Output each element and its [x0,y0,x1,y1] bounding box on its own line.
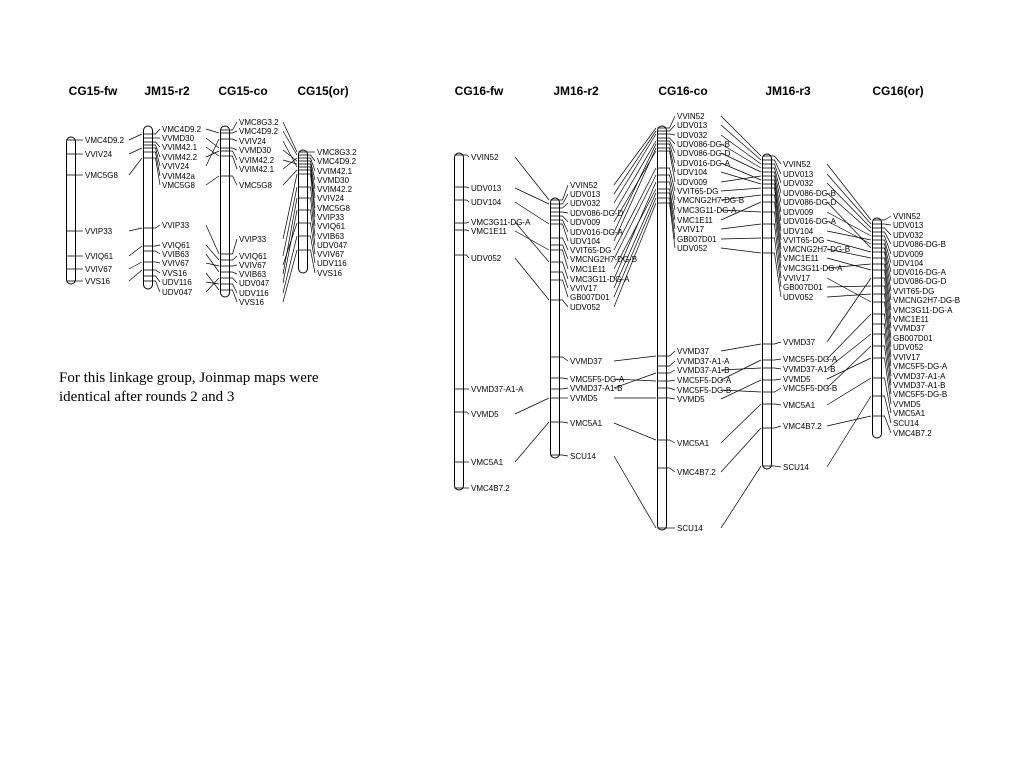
chromosome-bar [658,126,667,530]
marker-label: UDV016-DG-A [893,268,946,277]
marker-label: UDV086-DG-B [783,189,836,198]
marker-leader-line [560,455,569,456]
marker-label: VVIV24 [162,162,190,171]
marker-leader-line [560,280,569,297]
marker-leader-line [772,342,782,344]
marker-label: VVIP33 [239,235,267,244]
marker-leader-line [772,388,782,392]
marker-label: VVIB63 [239,270,267,279]
marker-label: VMC5F5-DG-A [677,376,732,385]
marker-leader-line [153,245,161,246]
marker-label: VMCNG2H7-DG-B [783,245,851,254]
marker-label: UDV086-DG-B [893,240,946,249]
marker-label: UDV104 [783,227,814,236]
marker-label: VVMD5 [783,375,811,384]
chromosome-bar [763,154,772,469]
marker-label: VVMD37-A1-B [893,381,946,390]
chromosome-bar [873,218,882,438]
marker-connector [614,193,656,288]
marker-leader-line [772,379,782,380]
marker-leader-line [230,256,238,260]
marker-label: VVMD37-A1-B [677,366,730,375]
marker-label: UDV052 [677,244,708,253]
marker-label: UDV032 [570,199,601,208]
marker-label: VVIP33 [162,221,190,230]
marker-label: VVIV67 [85,265,113,274]
marker-label: VVIM42.2 [317,185,353,194]
marker-label: UDV009 [783,208,814,217]
marker-label: VVIM42.1 [317,167,353,176]
marker-leader-line [772,368,782,369]
marker-leader-line [230,272,238,274]
marker-label: VMC5G8 [239,181,272,190]
marker-connector [206,176,219,185]
marker-label: VVIV24 [239,137,267,146]
marker-label: VMC3G11-DG-A [471,218,531,227]
marker-connector [721,224,761,229]
marker-label: GB007D01 [783,283,823,292]
marker-connector [129,158,142,175]
marker-leader-line [667,440,676,443]
marker-connector [614,356,656,361]
marker-connector [129,134,142,140]
marker-label: VVMD30 [162,134,195,143]
map-title: CG16-co [658,84,708,98]
marker-connector [827,416,871,426]
marker-label: VVIN52 [783,160,811,169]
marker-label: UDV116 [239,289,269,298]
marker-label: UDV086-DG-D [677,149,731,158]
marker-label: VMC1E11 [471,227,507,236]
map-title: CG16(or) [872,84,924,98]
marker-label: VVS16 [162,269,187,278]
marker-label: VVIM42.1 [162,143,198,152]
marker-connector [721,238,761,239]
marker-label: VVIV67 [162,259,190,268]
marker-label: GB007D01 [893,334,933,343]
marker-leader-line [882,216,892,220]
marker-label: UDV016-DG-A [783,217,836,226]
marker-label: UDV047 [239,279,270,288]
marker-label: UDV086-DG-D [783,198,837,207]
marker-leader-line [464,230,470,231]
marker-leader-line [464,412,470,414]
marker-label: VMC3G11-DG-A [783,264,843,273]
marker-leader-line [772,466,782,467]
marker-connector [515,188,549,204]
marker-label: VVIV24 [85,150,113,159]
marker-label: VMCNG2H7-DG-B [677,196,745,205]
marker-connector [721,163,761,180]
marker-leader-line [153,129,161,134]
marker-connector [515,222,549,262]
marker-label: VMCNG2H7-DG-B [893,296,961,305]
caption-text: For this linkage group, Joinmap maps were identical after rounds 2 and 3 [59,370,319,405]
marker-label: VMCNG2H7-DG-B [570,255,638,264]
marker-label: VVIM42.2 [162,153,198,162]
marker-label: UDV013 [677,121,708,130]
marker-label: VVIN52 [677,112,705,121]
marker-label: VVIT65-DG [570,246,612,255]
marker-label: VMC4B7.2 [677,468,716,477]
marker-leader-line [153,225,161,228]
marker-leader-line [230,122,238,130]
marker-connector [515,157,549,200]
marker-label: VVMD37 [893,324,926,333]
marker-label: VVMD5 [471,410,499,419]
marker-label: VVIQ61 [162,241,191,250]
marker-label: VMC4D9.2 [239,127,279,136]
marker-label: VVMD37-A1-B [570,384,623,393]
marker-connector [827,396,871,467]
marker-leader-line [560,378,569,379]
marker-leader-line [560,388,569,389]
marker-leader-line [153,281,161,292]
marker-label: UDV032 [893,231,924,240]
marker-label: VMC5F5-DG-B [893,390,948,399]
marker-connector [721,466,761,528]
marker-label: UDV047 [317,241,348,250]
marker-leader-line [153,251,161,254]
marker-connector [129,246,142,256]
marker-label: UDV009 [677,178,708,187]
marker-label: VVMD37 [677,347,710,356]
marker-connector [206,245,219,260]
marker-leader-line [560,194,569,204]
marker-label: VVIP33 [85,227,113,236]
marker-connector [515,398,549,414]
marker-leader-line [560,185,569,200]
marker-label: VVIM42.1 [239,165,275,174]
marker-label: VMC5G8 [317,204,350,213]
marker-label: VVIN52 [471,153,499,162]
chromosome-bar [455,153,464,490]
marker-label: VVIV67 [317,250,345,259]
marker-leader-line [464,255,470,258]
marker-connector [515,422,549,462]
marker-leader-line [230,239,238,254]
marker-label: UDV013 [893,221,924,230]
marker-leader-line [667,468,676,472]
marker-label: UDV013 [783,170,814,179]
marker-label: VVIB63 [317,232,345,241]
marker-label: VVMD5 [893,400,921,409]
chromosome-bar [144,126,153,289]
marker-connector [721,344,761,351]
marker-label: VMC1E11 [570,265,606,274]
marker-label: VVMD37-A1-B [783,365,836,374]
marker-label: VMC1E11 [783,254,819,263]
marker-label: VMC5F5-DG-A [893,362,948,371]
marker-connector [721,404,761,443]
marker-connector [614,134,656,203]
marker-label: GB007D01 [570,293,610,302]
marker-label: UDV032 [783,179,814,188]
marker-leader-line [667,361,676,366]
marker-leader-line [667,398,676,399]
marker-connector [827,294,871,297]
marker-leader-line [153,270,161,273]
marker-label: UDV052 [570,303,601,312]
marker-label: VMC1E11 [677,216,713,225]
marker-connector [614,423,656,440]
marker-label: VVMD30 [317,176,350,185]
marker-label: VVS16 [239,298,264,307]
marker-label: VMC5F5-DG-B [783,384,838,393]
marker-label: VVIN52 [893,212,921,221]
marker-label: VMC5F5-DG-A [783,355,838,364]
marker-connector [206,129,219,133]
marker-label: VMC3G11-DG-A [677,206,737,215]
marker-leader-line [560,220,569,232]
marker-label: SCU14 [677,524,703,533]
marker-leader-line [230,290,238,302]
marker-leader-line [560,216,569,222]
marker-connector [283,198,297,274]
map-title: CG15(or) [297,84,349,98]
marker-label: VMC1E11 [893,315,929,324]
marker-leader-line [772,404,782,405]
marker-label: VVMD37 [783,338,816,347]
marker-label: VVIV24 [317,194,345,203]
marker-connector [206,278,219,292]
marker-label: SCU14 [893,419,919,428]
marker-label: VMC5F5-DG-A [570,375,625,384]
marker-leader-line [667,351,676,356]
marker-label: VVS16 [85,277,110,286]
marker-connector [827,278,871,342]
marker-label: UDV086-DG-D [570,209,624,218]
marker-label: VVIP33 [317,213,345,222]
map-title: JM15-r2 [144,84,190,98]
marker-label: UDV052 [471,254,502,263]
marker-label: VVIV17 [893,353,921,362]
marker-label: UDV052 [783,293,814,302]
marker-leader-line [308,250,316,273]
marker-connector [515,258,549,300]
chromosome-bar [551,198,560,458]
marker-label: VMC8G3.2 [317,148,357,157]
marker-leader-line [667,380,676,381]
marker-leader-line [882,224,892,225]
marker-connector [129,148,142,154]
marker-label: VVIT65-DG [677,187,719,196]
marker-label: GB007D01 [677,235,717,244]
marker-connector [129,270,142,281]
map-title: JM16-r2 [553,84,599,98]
marker-connector [721,428,761,472]
marker-connector [206,147,219,156]
marker-label: UDV016-DG-A [677,159,730,168]
marker-leader-line [882,228,892,235]
marker-label: VMC5A1 [783,401,816,410]
marker-label: VVS16 [317,269,342,278]
marker-label: UDV016-DG-A [570,228,623,237]
marker-leader-line [464,200,470,202]
marker-connector [721,172,761,184]
marker-leader-line [153,262,161,263]
marker-label: VVIQ61 [239,252,268,261]
marker-label: UDV104 [471,198,502,207]
marker-label: UDV013 [570,190,601,199]
marker-label: VMC5F5-DG-B [677,386,732,395]
marker-label: VVIT65-DG [893,287,935,296]
marker-connector [827,286,871,287]
marker-label: VVIQ61 [317,222,346,231]
marker-connector [206,225,219,254]
marker-leader-line [464,155,470,157]
marker-leader-line [560,357,569,361]
marker-label: VVIT65-DG [783,236,825,245]
marker-leader-line [667,370,676,373]
marker-leader-line [230,131,238,133]
marker-label: VMC4B7.2 [471,484,510,493]
marker-leader-line [560,224,569,241]
marker-connector [129,262,142,269]
chromosome-bar [221,126,230,297]
marker-leader-line [772,359,782,360]
marker-label: VVMD5 [570,394,598,403]
marker-label: VVIV17 [783,274,811,283]
marker-label: VVMD37 [570,357,603,366]
marker-leader-line [308,236,316,263]
marker-leader-line [230,139,238,141]
marker-label: VMC5A1 [570,419,603,428]
marker-label: VVIV17 [570,284,598,293]
marker-leader-line [230,176,238,185]
marker-label: VVMD30 [239,146,272,155]
marker-connector [129,228,142,231]
marker-label: UDV013 [471,184,502,193]
marker-label: VVIB63 [162,250,190,259]
map-title: CG15-co [218,84,268,98]
marker-label: UDV086-DG-D [893,277,947,286]
marker-connector [721,248,761,253]
marker-leader-line [464,187,470,188]
marker-connector [206,254,219,272]
marker-label: VMC8G3.2 [239,118,279,127]
marker-label: VVIV67 [239,261,267,270]
marker-connector [206,273,219,290]
chromosome-bar [67,137,76,284]
marker-leader-line [464,222,470,223]
marker-label: VMC5G8 [162,181,195,190]
marker-leader-line [882,396,892,423]
marker-label: UDV104 [677,168,708,177]
marker-label: VVMD5 [677,395,705,404]
marker-label: UDV052 [893,343,924,352]
marker-label: VMC5A1 [893,409,926,418]
marker-label: SCU14 [783,463,809,472]
marker-leader-line [560,300,569,307]
marker-label: UDV086-DG-B [677,140,730,149]
marker-label: VMC4D9.2 [85,136,125,145]
marker-label: UDV116 [317,259,347,268]
marker-label: UDV032 [677,131,708,140]
marker-connector [721,176,761,182]
marker-label: VMC5A1 [471,458,504,467]
marker-leader-line [230,278,238,283]
marker-label: UDV009 [570,218,601,227]
marker-label: SCU14 [570,452,596,461]
marker-leader-line [667,388,676,390]
marker-label: VVIN52 [570,181,598,190]
map-title: CG16-fw [454,84,504,98]
marker-connector [721,188,761,191]
marker-label: UDV009 [893,250,924,259]
marker-label: VVIV17 [677,225,705,234]
marker-label: VMC4D9.2 [317,157,357,166]
marker-leader-line [667,134,676,135]
chromosome-bar [299,150,308,273]
marker-label: UDV104 [893,259,924,268]
marker-connector [283,122,297,152]
marker-leader-line [230,148,238,150]
marker-label: VVIQ61 [85,252,114,261]
marker-leader-line [772,426,782,428]
marker-label: VVMD37-A1-A [471,385,524,394]
marker-leader-line [560,422,569,423]
marker-label: VMC3G11-DG-A [570,275,630,284]
marker-leader-line [230,265,238,266]
marker-label: VMC5G8 [85,171,118,180]
marker-leader-line [560,212,569,213]
marker-connector [827,334,871,369]
marker-label: VMC4B7.2 [893,429,932,438]
marker-label: VMC5A1 [677,439,710,448]
marker-label: VVMD37-A1-A [677,357,730,366]
marker-connector [206,282,219,284]
marker-label: UDV047 [162,288,193,297]
marker-label: VVMD37-A1-A [893,372,946,381]
marker-label: UDV116 [162,278,192,287]
marker-connector [827,278,871,302]
marker-label: VMC4D9.2 [162,125,202,134]
marker-connector [614,456,656,528]
marker-label: VVIM42a [162,172,195,181]
marker-label: VMC3G11-DG-A [893,306,953,315]
map-title: JM16-r3 [765,84,811,98]
marker-connector [515,231,549,250]
marker-label: UDV104 [570,237,601,246]
map-title: CG15-fw [68,84,118,98]
marker-label: VVIM42.2 [239,156,275,165]
marker-label: VMC4B7.2 [783,422,822,431]
